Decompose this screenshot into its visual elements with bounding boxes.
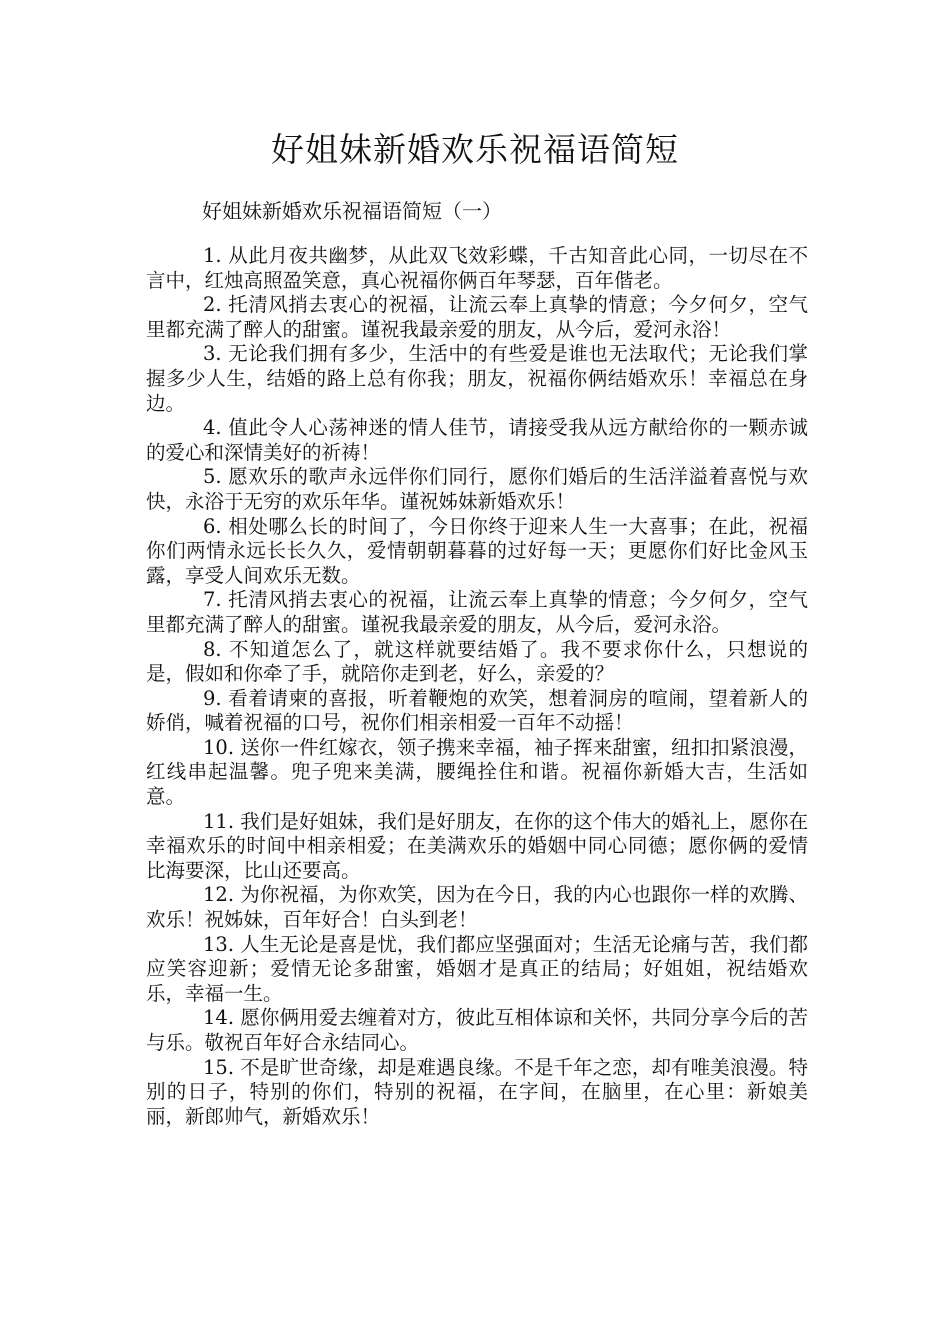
blessing-item-14: 14. 愿你俩用爱去缠着对方，彼此互相体谅和关怀，共同分享今后的苦与乐。敬祝百年好合永结同心。 <box>146 1006 808 1054</box>
blessing-item-6: 6. 相处哪么长的时间了，今日你终于迎来人生一大喜事；在此，祝福你们两情永远长长久久，爱情朝朝暮暮的过好每一天；更愿你们好比金风玉露，享受人间欢乐无数。 <box>146 514 808 587</box>
blessing-item-1: 1. 从此月夜共幽梦，从此双飞效彩蝶，千古知音此心同，一切尽在不言中，红烛高照盈笑意，真心祝福你俩百年琴瑟，百年偕老。 <box>146 244 808 292</box>
blessing-list <box>146 244 808 1129</box>
blessing-item-9: 9. 看着请柬的喜报，听着鞭炮的欢笑，想着洞房的喧闹，望着新人的娇俏，喊着祝福的口号，祝你们相亲相爱一百年不动摇！ <box>146 686 808 735</box>
blessing-item-13: 13. 人生无论是喜是忧，我们都应坚强面对；生活无论痛与苦，我们都应笑容迎新；爱情无论多甜蜜，婚姻才是真正的结局；好姐姐，祝结婚欢乐，幸福一生。 <box>146 932 808 1005</box>
blessing-item-2: 2. 托清风捎去衷心的祝福，让流云奉上真挚的情意；今夕何夕，空气里都充满了醉人的甜蜜。谨祝我最亲爱的朋友，从今后，爱河永浴！ <box>146 293 808 341</box>
blessing-item-8: 8. 不知道怎么了，就这样就要结婚了。我不要求你什么，只想说的是，假如和你牵了手，就陪你走到老，好么，亲爱的？ <box>146 637 808 686</box>
document-title: 好姐妹新婚欢乐祝福语简短 <box>271 130 679 169</box>
blessing-item-15: 15. 不是旷世奇缘，却是难遇良缘。不是千年之恋，却有唯美浪漫。特别的日子，特别的你们，特别的祝福，在字间，在脑里，在心里：新娘美丽，新郎帅气，新婚欢乐！ <box>146 1055 808 1128</box>
blessing-item-3: 3. 无论我们拥有多少，生活中的有些爱是谁也无法取代；无论我们掌握多少人生，结婚的路上总有你我；朋友，祝福你俩结婚欢乐！幸福总在身边。 <box>146 342 808 415</box>
blessing-item-10: 10. 送你一件红嫁衣，领子携来幸福，袖子挥来甜蜜，纽扣扣紧浪漫，红线串起温馨。兜子兜来美满，腰绳拴住和谐。祝福你新婚大吉，生活如意。 <box>146 735 808 809</box>
blessing-item-12: 12. 为你祝福，为你欢笑，因为在今日，我的内心也跟你一样的欢腾、欢乐！祝姊妹，百年好合！白头到老！ <box>146 883 808 932</box>
blessing-item-5: 5. 愿欢乐的歌声永远伴你们同行，愿你们婚后的生活洋溢着喜悦与欢快，永浴于无穷的欢乐年华。谨祝姊妹新婚欢乐！ <box>146 465 808 513</box>
blessing-item-7: 7. 托清风捎去衷心的祝福，让流云奉上真挚的情意；今夕何夕，空气里都充满了醉人的甜蜜。谨祝我最亲爱的朋友，从今后，爱河永浴。 <box>146 588 808 636</box>
blessing-item-11: 11. 我们是好姐妹，我们是好朋友，在你的这个伟大的婚礼上，愿你在幸福欢乐的时间中相亲相爱；在美满欢乐的婚姻中同心同德；愿你俩的爱情比海要深，比山还要高。 <box>146 809 808 882</box>
blessing-item-4: 4. 值此令人心荡神迷的情人佳节，请接受我从远方献给你的一颗赤诚的爱心和深情美好的祈祷！ <box>146 416 808 464</box>
section-heading: 好姐妹新婚欢乐祝福语简短（一） <box>202 199 502 223</box>
